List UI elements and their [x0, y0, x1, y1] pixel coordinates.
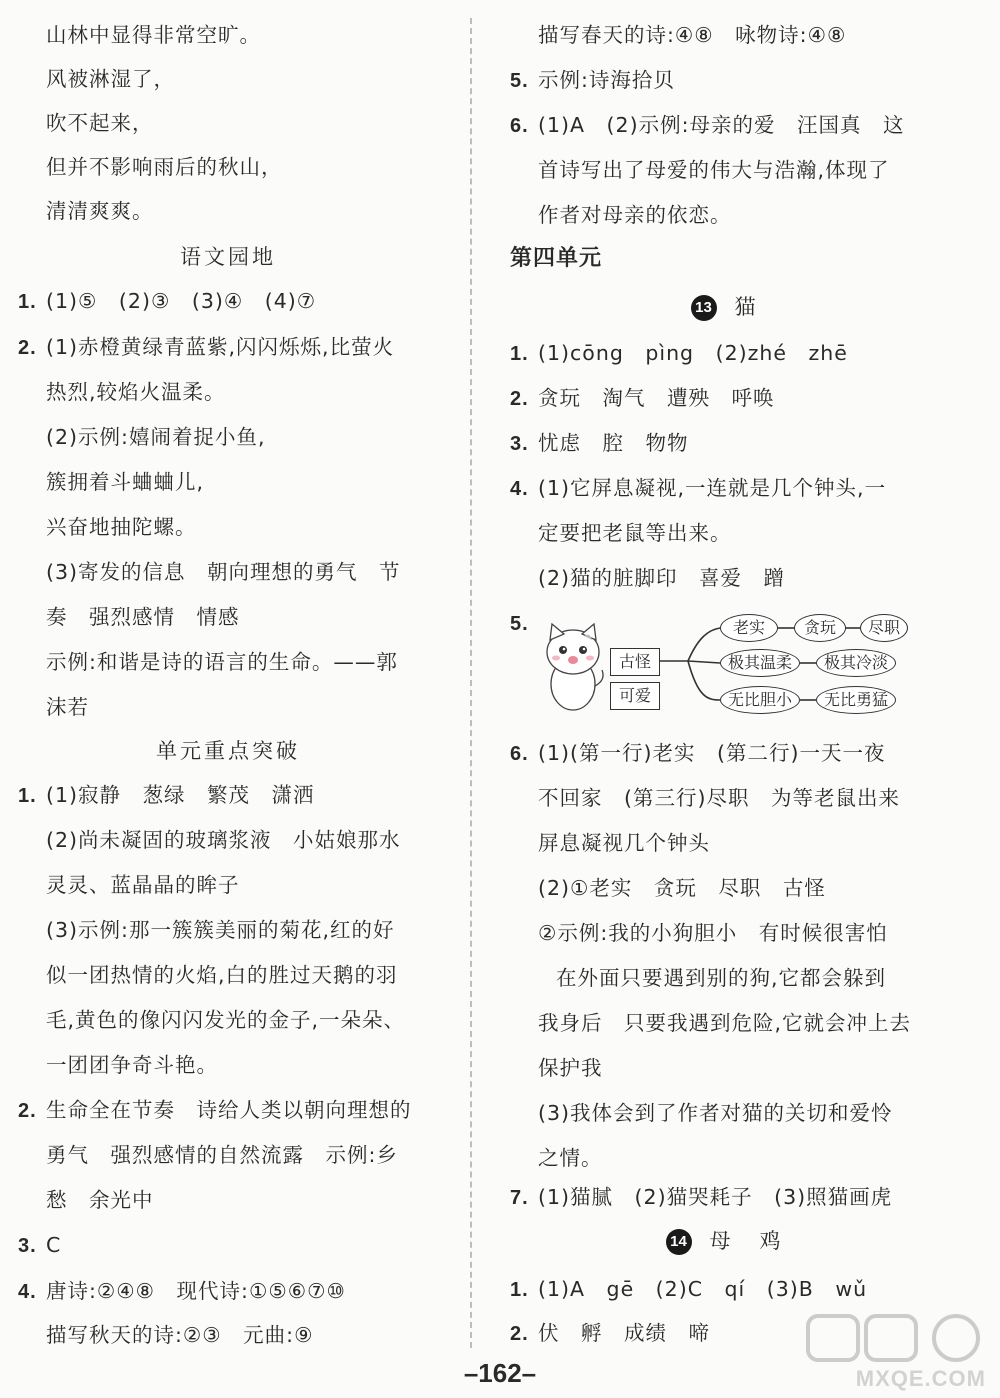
answer-line: 愁 余光中	[46, 1188, 154, 1212]
poem-line: 吹不起来，	[46, 111, 154, 135]
answer-line	[510, 1274, 940, 1305]
answer-line	[510, 65, 940, 96]
question-number: 1.	[18, 785, 37, 807]
answer-line	[18, 286, 438, 317]
answer-line	[18, 1276, 438, 1307]
question-number: 6.	[510, 115, 529, 137]
diagram-ellipse: 极其温柔	[720, 649, 800, 677]
answer-text: (1)寂静 葱绿 繁茂 潇洒	[46, 783, 315, 807]
answer-line: (3)我体会到了作者对猫的关切和爱怜	[538, 1101, 893, 1125]
question-number: 2.	[510, 388, 529, 410]
section-title-danyuan-zhongdian: 单元重点突破	[156, 739, 300, 763]
poem-line: 风被淋湿了，	[46, 67, 175, 91]
answer-line: (3)示例:那一簇簇美丽的菊花,红的好	[46, 918, 395, 942]
answer-text: 生命全在节奏 诗给人类以朝向理想的	[46, 1098, 412, 1122]
answer-line	[510, 338, 940, 369]
lesson-title-text: 母 鸡	[709, 1229, 785, 1253]
answer-text: (1)它屏息凝视,一连就是几个钟头,一	[538, 476, 887, 500]
answer-line: 首诗写出了母爱的伟大与浩瀚,体现了	[538, 158, 890, 182]
unit-title: 第四单元	[510, 246, 603, 271]
answer-text: (1)A (2)示例:母亲的爱 汪国真 这	[538, 113, 905, 137]
answer-line	[18, 780, 438, 811]
answer-line: 毛,黄色的像闪闪发光的金子,一朵朵、	[46, 1008, 406, 1032]
answer-line	[510, 383, 940, 414]
poem-line: 清清爽爽。	[46, 199, 154, 223]
question-number: 4.	[18, 1281, 37, 1303]
poem-line: 但并不影响雨后的秋山，	[46, 155, 283, 179]
answer-line: (2)猫的脏脚印 喜爱 蹭	[538, 566, 786, 590]
answer-line: 描写秋天的诗:②③ 元曲:⑨	[46, 1323, 314, 1347]
lesson-title-14	[510, 1226, 940, 1256]
answer-line	[18, 1230, 438, 1261]
answer-line: 沫若	[46, 695, 89, 719]
answer-text: 唐诗:②④⑧ 现代诗:①⑤⑥⑦⑩	[46, 1279, 346, 1303]
diagram-ellipse: 尽职	[860, 614, 908, 642]
lesson-title-13	[510, 292, 940, 322]
answer-line	[510, 738, 940, 769]
watermark-text: MXQE.COM	[855, 1366, 986, 1391]
answer-line: 簇拥着斗蛐蛐儿,	[46, 470, 205, 494]
answer-text: (1)A gē (2)C qí (3)B wǔ	[538, 1277, 868, 1301]
diagram-ellipse: 极其冷淡	[816, 649, 896, 677]
answer-line: (2)尚未凝固的玻璃浆液 小姑娘那水	[46, 828, 401, 852]
question-number: 1.	[18, 291, 37, 313]
answer-text: (1)cōng pìng (2)zhé zhē	[538, 341, 848, 365]
answer-line: 灵灵、蓝晶晶的眸子	[46, 873, 240, 897]
answer-line: 勇气 强烈感情的自然流露 示例:乡	[46, 1143, 398, 1167]
answer-line: 热烈,较焰火温柔。	[46, 380, 226, 404]
question-number: 2.	[510, 1323, 529, 1345]
question-number: 4.	[510, 478, 529, 500]
answer-text: 示例:诗海拾贝	[538, 68, 675, 92]
answer-line: 描写春天的诗:④⑧ 咏物诗:④⑧	[538, 23, 847, 47]
answer-text: (1)(第一行)老实 (第二行)一天一夜	[538, 741, 886, 765]
question-number: 1.	[510, 1279, 529, 1301]
answer-line: 兴奋地抽陀螺。	[46, 515, 197, 539]
diagram-ellipse: 无比胆小	[720, 686, 800, 714]
watermark-logo-icon	[806, 1312, 986, 1372]
question-number: 7.	[510, 1187, 529, 1209]
diagram-ellipse: 贪玩	[794, 614, 846, 642]
answer-line: 示例:和谐是诗的语言的生命。——郭	[46, 650, 398, 674]
answer-text: C	[46, 1233, 62, 1257]
answer-line: (2)①老实 贪玩 尽职 古怪	[538, 876, 826, 900]
answer-line	[18, 332, 438, 363]
answer-text: 贪玩 淘气 遭殃 呼唤	[538, 386, 775, 410]
lesson-title-text: 猫	[734, 295, 760, 319]
question-number: 5.	[510, 613, 529, 635]
answer-line: 我身后 只要我遇到危险,它就会冲上去	[538, 1011, 912, 1035]
question-number: 1.	[510, 343, 529, 365]
cat-trait-diagram	[538, 608, 908, 720]
answer-text: 伏 孵 成绩 啼	[538, 1321, 710, 1345]
answer-line	[510, 1182, 940, 1213]
page-number: –162–	[463, 1358, 537, 1388]
answer-line: (3)寄发的信息 朝向理想的勇气 节	[46, 560, 401, 584]
answer-text: 忧虑 腔 物物	[538, 431, 689, 455]
answer-line: 奏 强烈感情 情感	[46, 605, 240, 629]
answer-text: (1)⑤ (2)③ (3)④ (4)⑦	[46, 289, 317, 313]
answer-line	[510, 428, 940, 459]
answer-line: 定要把老鼠等出来。	[538, 521, 732, 545]
answer-text: (1)猫腻 (2)猫哭耗子 (3)照猫画虎	[538, 1185, 893, 1209]
answer-line: 在外面只要遇到别的狗,它都会躲到	[556, 966, 887, 990]
answer-text: (1)赤橙黄绿青蓝紫,闪闪烁烁,比萤火	[46, 335, 395, 359]
answer-line: (2)示例:嬉闹着捉小鱼,	[46, 425, 266, 449]
question-number: 6.	[510, 743, 529, 765]
diagram-ellipse: 无比勇猛	[816, 686, 896, 714]
question-number: 2.	[18, 1100, 37, 1122]
question-number: 3.	[18, 1235, 37, 1257]
answer-line: 保护我	[538, 1056, 603, 1080]
question-number: 2.	[18, 337, 37, 359]
diagram-ellipse: 老实	[720, 614, 778, 642]
lesson-number-badge: 14	[666, 1229, 692, 1255]
cartoon-cat-icon	[538, 622, 608, 714]
answer-line	[18, 1095, 438, 1126]
answer-line	[510, 473, 940, 504]
question-number: 3.	[510, 433, 529, 455]
answer-line: 一团团争奇斗艳。	[46, 1053, 218, 1077]
diagram-box-keai: 可爱	[610, 682, 660, 710]
poem-line: 山林中显得非常空旷。	[46, 23, 261, 47]
answer-line: 屏息凝视几个钟头	[538, 831, 710, 855]
section-title-yuwen-yuandi: 语文园地	[180, 245, 276, 269]
answer-line	[510, 110, 940, 141]
column-divider	[470, 18, 472, 1348]
answer-line: ②示例:我的小狗胆小 有时候很害怕	[538, 921, 888, 945]
answer-line: 之情。	[538, 1146, 603, 1170]
question-number: 5.	[510, 70, 529, 92]
answer-line: 作者对母亲的依恋。	[538, 203, 732, 227]
site-watermark	[806, 1312, 986, 1392]
diagram-box-guguai: 古怪	[610, 648, 660, 676]
answer-line: 不回家 (第三行)尽职 为等老鼠出来	[538, 786, 900, 810]
lesson-number-badge: 13	[691, 295, 717, 321]
answer-line: 似一团热情的火焰,白的胜过天鹅的羽	[46, 963, 398, 987]
